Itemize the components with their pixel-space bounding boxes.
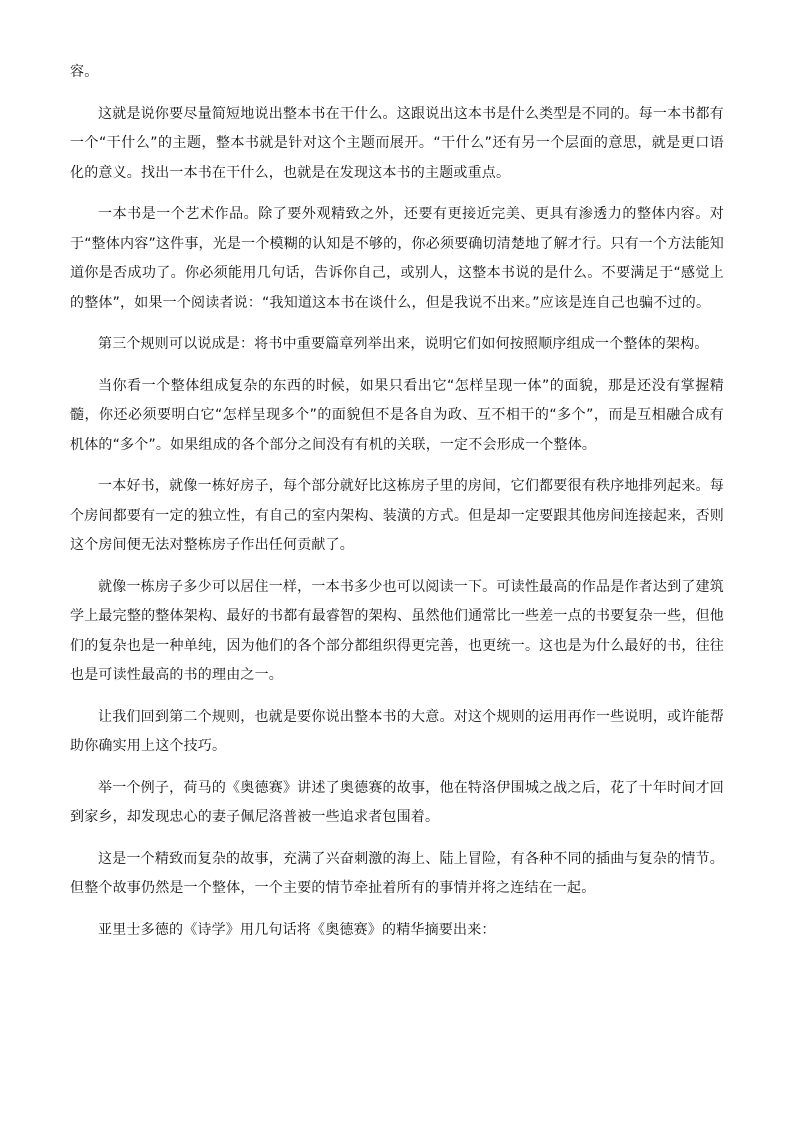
paragraph: 一本好书，就像一栋好房子，每个部分就好比这栋房子里的房间，它们都要很有秩序地排列起来。每个房间都要有一定的独立性，有自己的室内架构、装潢的方式。但是却一定要跟其他房间连接起来，否则这个房间便无法对整栋房子作出任何贡献了。 bbox=[70, 478, 724, 553]
paragraph: 当你看一个整体组成复杂的东西的时候，如果只看出它“怎样呈现一体”的面貌，那是还没有掌握精髓，你还必须要明白它“怎样呈现多个”的面貌但不是各自为政、互不相干的“多个”，而是互相融合成有机体的“多个”。如果组成的各个部分之间没有有机的关联，一定不会形成一个整体。 bbox=[70, 377, 724, 453]
paragraph: 就像一栋房子多少可以居住一样，一本书多少也可以阅读一下。可读性最高的作品是作者达到了建筑学上最完整的整体架构、最好的书都有最睿智的架构、虽然他们通常比一些差一点的书要复杂一些，但他们的复杂也是一种单纯，因为他们的各个部分都组织得更完善，也更统一。这也是为什么最好的书，往往也是可读性最高的书的理由之一。 bbox=[70, 578, 724, 683]
document-page bbox=[70, 58, 724, 957]
paragraph: 一本书是一个艺术作品。除了要外观精致之外，还要有更接近完美、更具有渗透力的整体内容。对于“整体内容”这件事，光是一个模糊的认知是不够的，你必须要确切清楚地了解才行。只有一个方法能知道你是否成功了。你必须能用几句话，告诉你自己，或别人，这整本书说的是什么。不要满足于“感觉上的整体”，如果一个阅读者说：“我知道这本书在谈什么，但是我说不出来。”应该是连自己也骗不过的。 bbox=[70, 206, 724, 311]
paragraph: 亚里士多德的《诗学》用几句话将《奥德赛》的精华摘要出来： bbox=[98, 921, 496, 938]
paragraph-continuation: 容。 bbox=[70, 64, 99, 80]
paragraph: 这就是说你要尽量简短地说出整本书在干什么。这跟说出这本书是什么类型是不同的。每一本书都有一个“干什么”的主题，整本书就是针对这个主题而展开。“干什么”还有另一个层面的意思，就是更口语化的意义。找出一本书在干什么，也就是在发现这本书的主题或重点。 bbox=[70, 105, 724, 181]
paragraph: 举一个例子，荷马的《奥德赛》讲述了奥德赛的故事，他在特洛伊围城之战之后，花了十年时间才回到家乡，却发现忠心的妻子佩尼洛普被一些追求者包围着。 bbox=[70, 779, 724, 825]
paragraph: 这是一个精致而复杂的故事，充满了兴奋刺激的海上、陆上冒险，有各种不同的插曲与复杂的情节。但整个故事仍然是一个整体，一个主要的情节牵扯着所有的事情并将之连结在一起。 bbox=[70, 850, 724, 896]
paragraph: 让我们回到第二个规则，也就是要你说出整本书的大意。对这个规则的运用再作一些说明，或许能帮助你确实用上这个技巧。 bbox=[70, 708, 724, 754]
paragraph: 第三个规则可以说成是：将书中重要篇章列举出来，说明它们如何按照顺序组成一个整体的架构。 bbox=[98, 336, 709, 352]
